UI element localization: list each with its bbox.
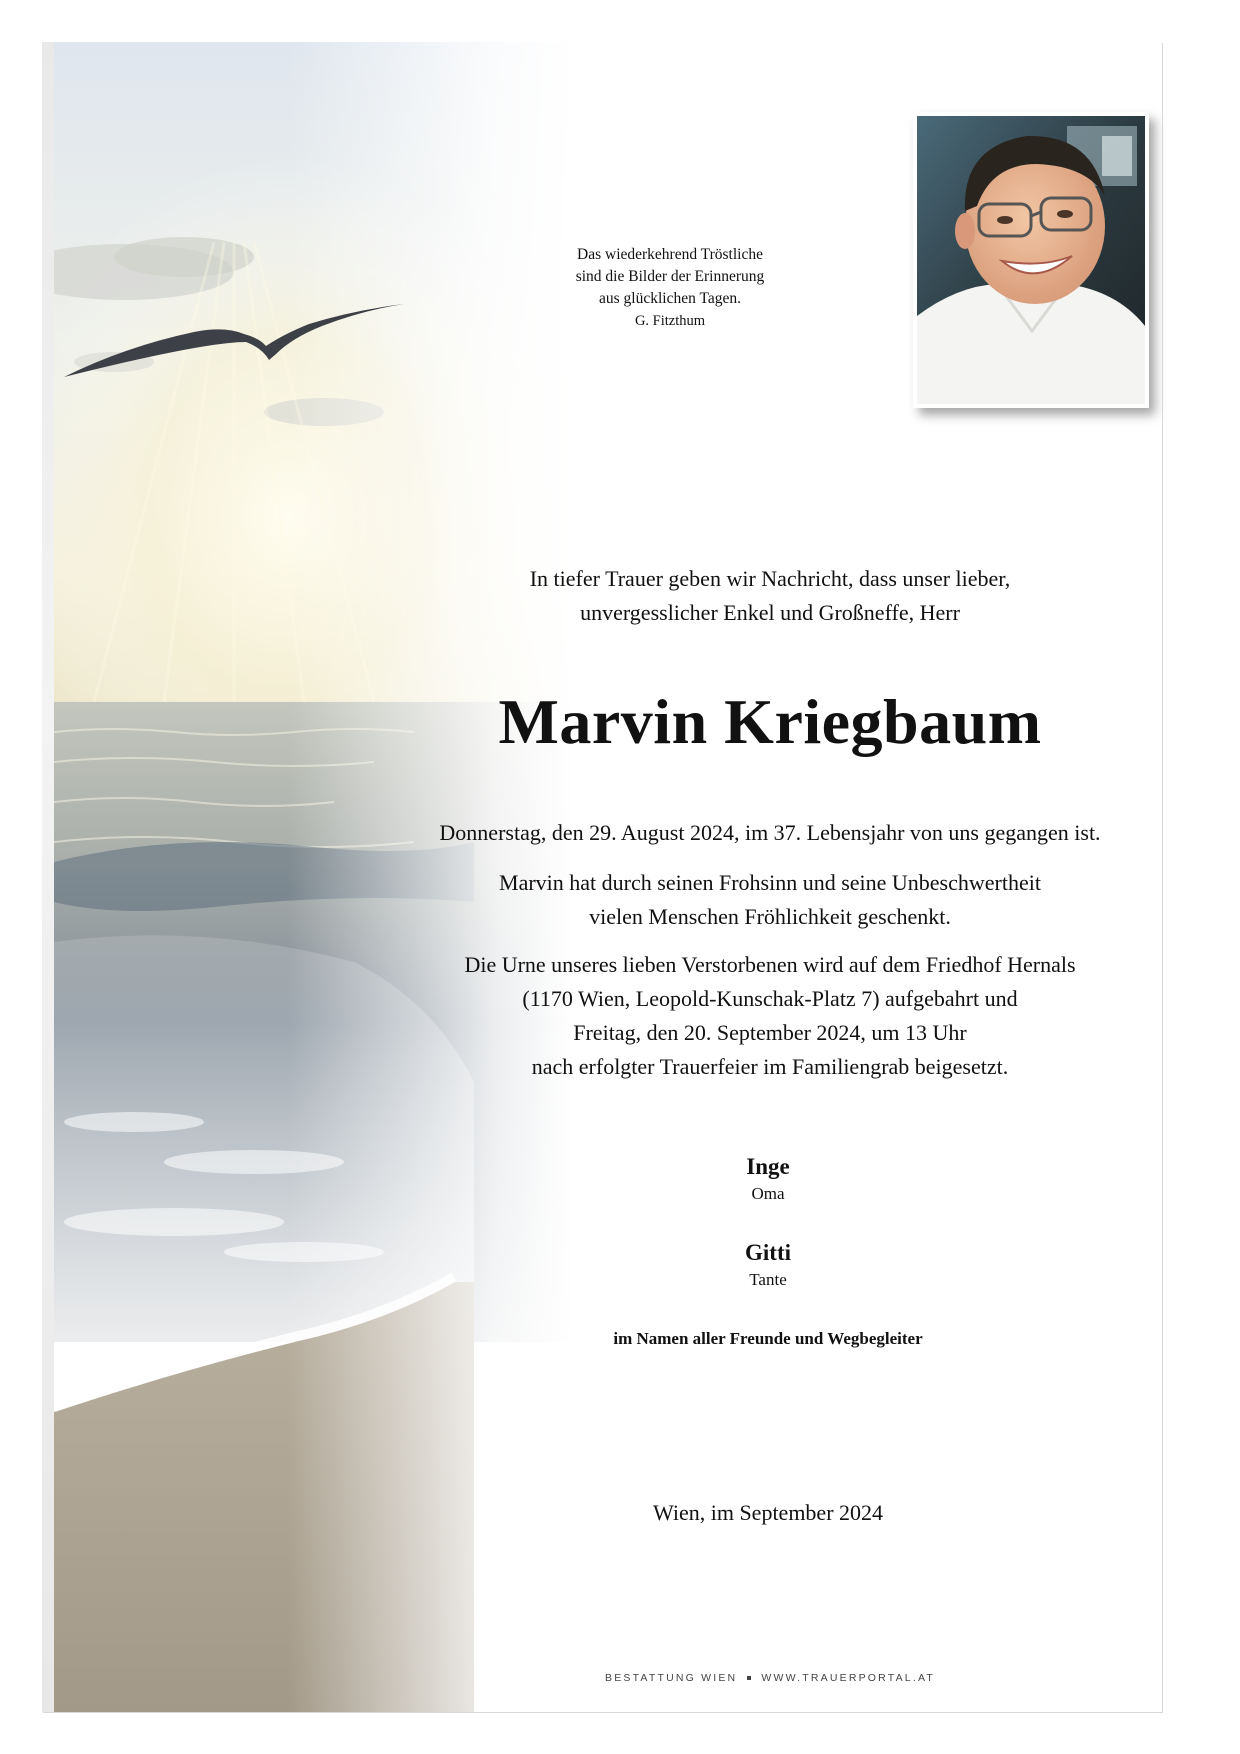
footer-company: BESTATTUNG WIEN xyxy=(604,1672,738,1684)
deceased-name: Marvin Kriegbaum xyxy=(498,686,1042,757)
mourner-name: Inge xyxy=(746,1154,790,1179)
mourner-relation: Oma xyxy=(751,1184,785,1203)
intro-line: unvergesslicher Enkel und Großneffe, Herr xyxy=(580,600,960,625)
portrait-photo xyxy=(917,116,1145,404)
tribute-text xyxy=(380,866,1160,934)
quote-author: G. Fitzthum xyxy=(634,313,706,329)
intro-line: In tiefer Trauer geben wir Nachricht, dass unser lieber, xyxy=(529,566,1011,591)
announcement-intro xyxy=(380,562,1160,630)
quote-line: sind die Bilder der Erinnerung xyxy=(575,268,765,285)
card-left-edge xyxy=(42,42,54,1712)
portrait-frame xyxy=(913,112,1149,408)
mourner-entry xyxy=(668,1152,868,1206)
funeral-line: (1170 Wien, Leopold-Kunschak-Platz 7) aufgebahrt und xyxy=(522,986,1018,1011)
funeral-line: Die Urne unseres lieben Verstorbenen wird auf dem Friedhof Hernals xyxy=(464,952,1076,977)
quote-line: Das wiederkehrend Tröstliche xyxy=(577,246,763,263)
mourner-entry xyxy=(668,1238,868,1292)
quote-line: aus glücklichen Tagen. xyxy=(599,290,741,307)
place-and-date: Wien, im September 2024 xyxy=(652,1500,884,1525)
friends-line: im Namen aller Freunde und Wegbegleiter xyxy=(613,1329,923,1348)
footer-credit xyxy=(560,1672,980,1684)
footer-website-link[interactable]: WWW.TRAUERPORTAL.AT xyxy=(761,1672,935,1684)
mourner-relation: Tante xyxy=(749,1270,787,1289)
tribute-line: vielen Menschen Fröhlichkeit geschenkt. xyxy=(589,904,951,929)
funeral-details xyxy=(380,948,1160,1084)
mourner-name: Gitti xyxy=(745,1240,791,1265)
date-of-death-line: Donnerstag, den 29. August 2024, im 37. Lebensjahr von uns gegangen ist. xyxy=(439,820,1101,845)
memorial-quote xyxy=(505,244,835,332)
funeral-line: Freitag, den 20. September 2024, um 13 Uhr xyxy=(573,1020,967,1045)
funeral-line: nach erfolgter Trauerfeier im Familiengrab beigesetzt. xyxy=(531,1054,1009,1079)
separator-dot-icon xyxy=(747,1676,751,1680)
tribute-line: Marvin hat durch seinen Frohsinn und seine Unbeschwertheit xyxy=(499,870,1041,895)
